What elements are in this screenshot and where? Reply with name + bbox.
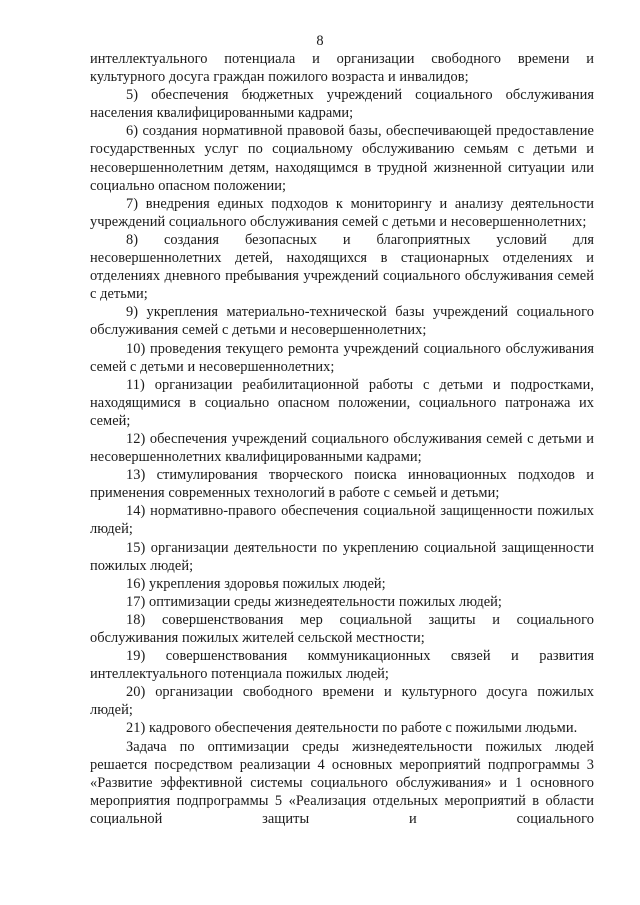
body-text [90, 50, 594, 828]
paragraph: 19) совершенствования коммуникационных связей и развития интеллектуального потенциала пожилых людей; [90, 648, 594, 683]
paragraph: 17) оптимизации среды жизнедеятельности пожилых людей; [126, 593, 502, 610]
paragraph: 20) организации свободного времени и культурного досуга пожилых людей; [90, 684, 594, 719]
page-number: 8 [316, 33, 324, 49]
continued-paragraph: интеллектуального потенциала и организации свободного времени и культурного досуга граждан пожилого возраста и инвалидов; [90, 51, 594, 86]
paragraph: 9) укрепления материально-технической базы учреждений социального обслуживания семей с детьми и несовершеннолетних; [90, 304, 594, 339]
paragraph: 12) обеспечения учреждений социального обслуживания семей с детьми и несовершеннолетних квалифицированными кадрами; [90, 430, 594, 466]
paragraph: 6) создания нормативной правовой базы, обеспечивающей предоставление государственных услуг по социальному обслуживанию семьям с детьми и несовершеннолетним детям, находящимся в трудной жизненной ситуации или социально опасном положении; [90, 123, 594, 194]
paragraph: 15) организации деятельности по укреплению социальной защищенности пожилых людей; [90, 539, 594, 574]
paragraph: 13) стимулирования творческого поиска инновационных подходов и применения современных технологий в работе с семьей и детьми; [90, 467, 594, 502]
paragraph: 18) совершенствования мер социальной защиты и социального обслуживания пожилых жителей сельской местности; [90, 611, 594, 646]
paragraph: 8) создания безопасных и благоприятных условий для несовершеннолетних детей, находящихся в стационарных отделениях и отделениях дневного пребывания учреждений социального обслуживания семей с детьми; [90, 231, 594, 303]
paragraph: 7) внедрения единых подходов к мониторингу и анализу деятельности учреждений социального обслуживания семей с детьми и несовершеннолетних; [90, 195, 594, 230]
paragraph: 5) обеспечения бюджетных учреждений социального обслуживания населения квалифицированными кадрами; [90, 87, 594, 122]
paragraph: 10) проведения текущего ремонта учреждений социального обслуживания семей с детьми и несовершеннолетних; [90, 340, 594, 375]
paragraph: 11) организации реабилитационной работы с детьми и подростками, находящимися в социально опасном положении, социального патронажа их семей; [90, 376, 594, 429]
paragraph: 16) укрепления здоровья пожилых людей; [126, 575, 386, 592]
paragraph: 21) кадрового обеспечения деятельности по работе с пожилыми людьми. [126, 720, 578, 737]
paragraph: Задача по оптимизации среды жизнедеятельности пожилых людей решается посредством реализации 4 основных мероприятий подпрограммы 3 «Развитие эффективной системы социального обслуживания» и 1 основного мероприятия подпрограммы 5 «Реализация отдельных мероприятий в области социальной защиты и социального [90, 738, 594, 827]
paragraph: 14) нормативно-правого обеспечения социальной защищенности пожилых людей; [90, 503, 594, 538]
